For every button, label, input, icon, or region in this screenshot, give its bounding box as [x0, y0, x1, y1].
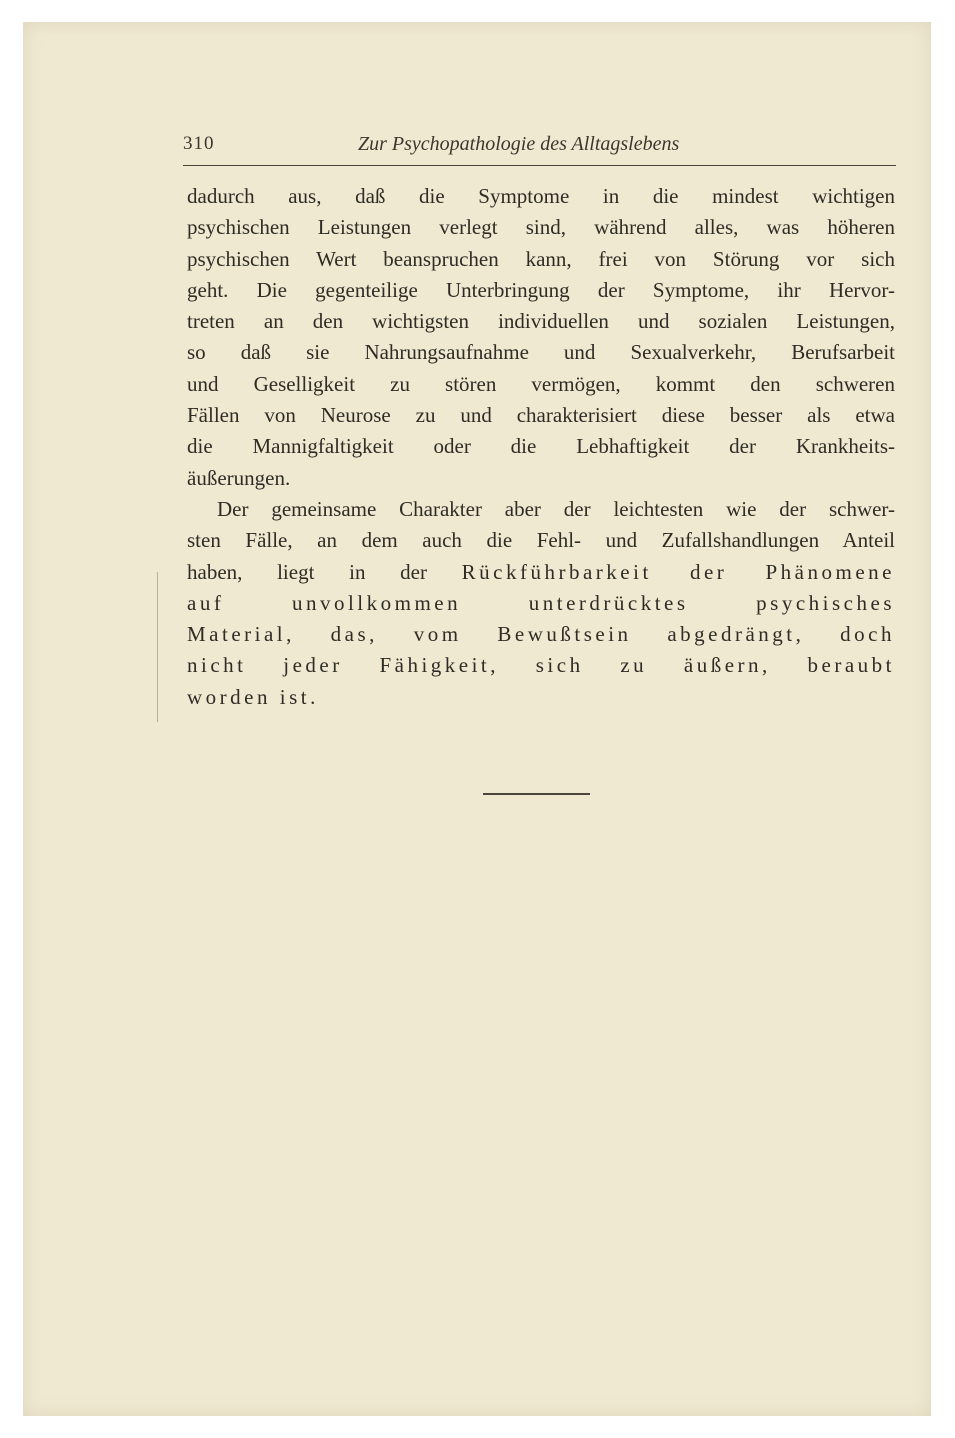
- running-title: Zur Psychopathologie des Alltagslebens: [358, 133, 680, 155]
- emphasized-line: nicht jeder Fähigkeit, sich zu äußern, beraubt: [187, 653, 895, 678]
- page-header: [183, 133, 896, 166]
- body-text: [187, 181, 895, 713]
- text-line: so daß sie Nahrungsaufnahme und Sexualverkehr, Berufsarbeit: [187, 340, 895, 365]
- text-line: Fällen von Neurose zu und charakterisiert diese besser als etwa: [187, 403, 895, 428]
- text-line-mixed: [187, 557, 895, 588]
- text-line: dadurch aus, daß die Symptome in die mindest wichtigen: [187, 184, 895, 208]
- paragraph-2: [187, 494, 895, 713]
- text-line: psychischen Wert beanspruchen kann, frei von Störung vor sich: [187, 246, 895, 271]
- text-line: geht. Die gegenteilige Unterbringung der Symptome, ihr Hervor-: [187, 277, 895, 302]
- margin-pencil-mark: [157, 572, 158, 722]
- text-segment: haben, liegt in der: [187, 559, 462, 584]
- text-line: Der gemeinsame Charakter aber der leichtesten wie der schwer-: [217, 496, 895, 521]
- text-line: treten an den wichtigsten individuellen und sozialen Leistungen,: [187, 309, 895, 334]
- emphasized-line: worden ist.: [187, 684, 319, 709]
- text-line: und Geselligkeit zu stören vermögen, kommt den schweren: [187, 371, 895, 396]
- paragraph-1: [187, 181, 895, 494]
- emphasized-line: Material, das, vom Bewußtsein abgedrängt, doch: [187, 622, 895, 647]
- text-line: psychischen Leistungen verlegt sind, während alles, was höheren: [187, 215, 895, 240]
- section-end-rule: [483, 793, 590, 795]
- emphasized-line: auf unvollkommen unterdrücktes psychisches: [187, 590, 895, 615]
- emphasized-text: Rückführbarkeit der Phänomene: [461, 559, 895, 584]
- text-line: die Mannigfaltigkeit oder die Lebhaftigkeit der Krankheits-: [187, 434, 895, 459]
- page-number: 310: [183, 133, 215, 154]
- text-line: äußerungen.: [187, 465, 291, 490]
- text-line: sten Fälle, an dem auch die Fehl- und Zufallshandlungen Anteil: [187, 528, 895, 553]
